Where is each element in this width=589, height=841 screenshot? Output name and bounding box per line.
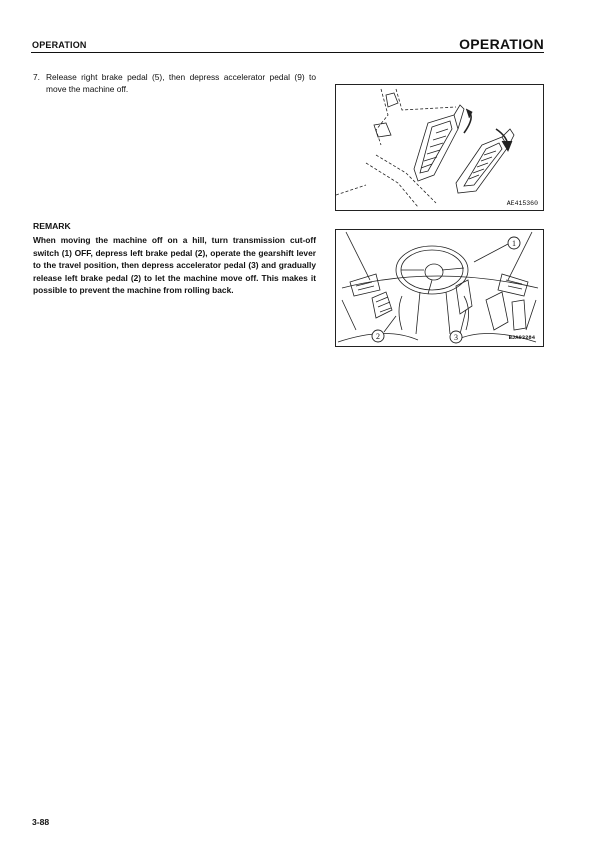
- figure-code-cab: BJA03284: [508, 334, 535, 341]
- callout-3: 3: [454, 333, 458, 342]
- figure-code-pedals: AE415360: [506, 200, 538, 207]
- page-number: 3-88: [32, 817, 50, 827]
- step-text: Release right brake pedal (5), then depress accelerator pedal (9) to move the machine off.: [46, 72, 316, 94]
- cab-illustration: [335, 229, 544, 347]
- header-section-title-right: OPERATION: [459, 36, 544, 52]
- remark-title: REMARK: [33, 221, 71, 231]
- pedal-illustration: [335, 84, 544, 211]
- pedal-drawing: [336, 85, 543, 210]
- header-section-title-left: OPERATION: [32, 40, 87, 50]
- step-number: 7.: [33, 72, 40, 82]
- callout-2: 2: [376, 332, 380, 341]
- step-7: [33, 71, 316, 95]
- callout-1: 1: [512, 239, 516, 248]
- header-divider: [31, 52, 544, 53]
- remark-body: When moving the machine off on a hill, turn transmission cut-off switch (1) OFF, depress left brake pedal (2), operate the gearshift lever to the travel position, then depress accelerator pedal (3) and gradually release left brake pedal (2) to let the machine move off. This makes it possible to prevent the machine from rolling back.: [33, 235, 316, 296]
- cab-drawing: [336, 230, 543, 346]
